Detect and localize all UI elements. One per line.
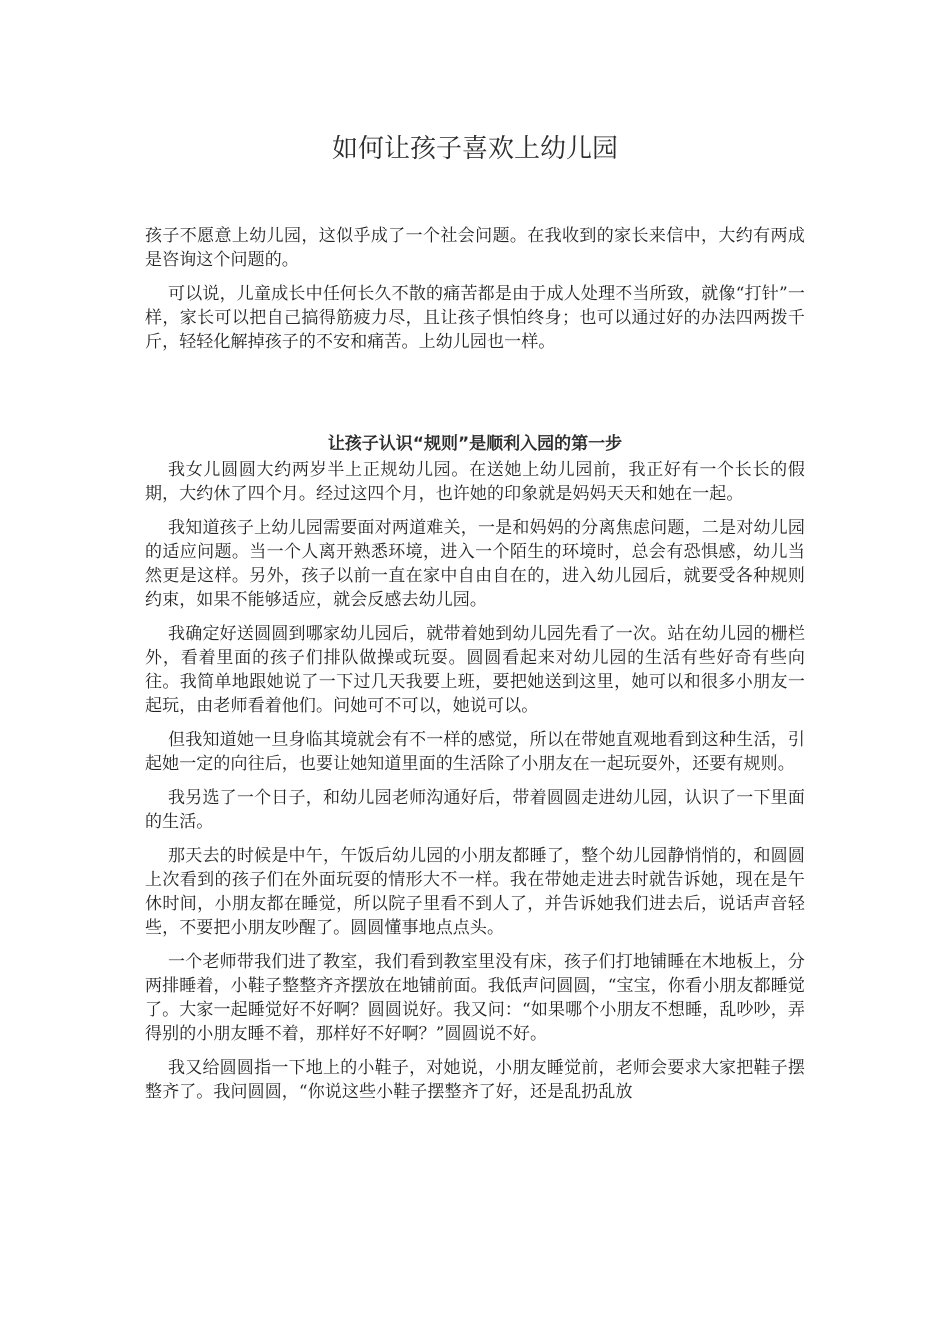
body-paragraph-1: 我女儿圆圆大约两岁半上正规幼儿园。在送她上幼儿园前，我正好有一个长长的假期，大约休了四个月。经过这四个月，也许她的印象就是妈妈天天和她在一起。 [145, 460, 805, 504]
body-paragraph-2: 我知道孩子上幼儿园需要面对两道难关，一是和妈妈的分离焦虑问题，二是对幼儿园的适应问题。当一个人离开熟悉环境，进入一个陌生的环境时，总会有恐惧感，幼儿当然更是这样。另外，孩子以前一直在家中自由自在的，进入幼儿园后，就要受各种规则约束，如果不能够适应，就会反感去幼儿园。 [145, 518, 805, 610]
body-paragraph-5: 我另选了一个日子，和幼儿园老师沟通好后，带着圆圆走进幼儿园，认识了一下里面的生活。 [145, 788, 805, 832]
body-paragraph-8: 我又给圆圆指一下地上的小鞋子，对她说，小朋友睡觉前，老师会要求大家把鞋子摆整齐了。我问圆圆，“你说这些小鞋子摆整齐了好，还是乱扔乱放 [145, 1058, 805, 1102]
body-paragraph-7: 一个老师带我们进了教室，我们看到教室里没有床，孩子们打地铺睡在木地板上，分两排睡着，小鞋子整整齐齐摆放在地铺前面。我低声问圆圆，“宝宝，你看小朋友都睡觉了。大家一起睡觉好不好啊？圆圆说好。我又问：“如果哪个小朋友不想睡，乱吵吵，弄得别的小朋友睡不着，那样好不好啊？”圆圆说不好。 [145, 952, 805, 1044]
body-paragraph-6: 那天去的时候是中午，午饭后幼儿园的小朋友都睡了，整个幼儿园静悄悄的，和圆圆上次看到的孩子们在外面玩耍的情形大不一样。我在带她走进去时就告诉她，现在是午休时间，小朋友都在睡觉，所以院子里看不到人了，并告诉她我们进去后，说话声音轻些，不要把小朋友吵醒了。圆圆懂事地点点头。 [145, 846, 805, 938]
body-paragraph-4: 但我知道她一旦身临其境就会有不一样的感觉，所以在带她直观地看到这种生活，引起她一定的向往后，也要让她知道里面的生活除了小朋友在一起玩耍外，还要有规则。 [145, 730, 805, 774]
document-title: 如何让孩子喜欢上幼儿园 [331, 134, 618, 164]
intro-paragraph-1: 孩子不愿意上幼儿园，这似乎成了一个社会问题。在我收到的家长来信中，大约有两成是咨询这个问题的。 [145, 226, 805, 270]
section-heading: 让孩子认识“规则”是顺利入园的第一步 [327, 434, 623, 454]
content-section [145, 432, 805, 1114]
intro-paragraph-2: 可以说，儿童成长中任何长久不散的痛苦都是由于成人处理不当所致，就像“打针”一样，家长可以把自己搞得筋疲力尽，且让孩子惧怕终身；也可以通过好的办法四两拨千斤，轻轻化解掉孩子的不安和痛苦。上幼儿园也一样。 [145, 284, 805, 352]
intro-section [145, 224, 805, 364]
body-paragraph-3: 我确定好送圆圆到哪家幼儿园后，就带着她到幼儿园先看了一次。站在幼儿园的栅栏外，看着里面的孩子们排队做操或玩耍。圆圆看起来对幼儿园的生活有些好奇有些向往。我简单地跟她说了一下过几天我要上班，要把她送到这里，她可以和很多小朋友一起玩，由老师看着他们。问她可不可以，她说可以。 [145, 624, 805, 716]
